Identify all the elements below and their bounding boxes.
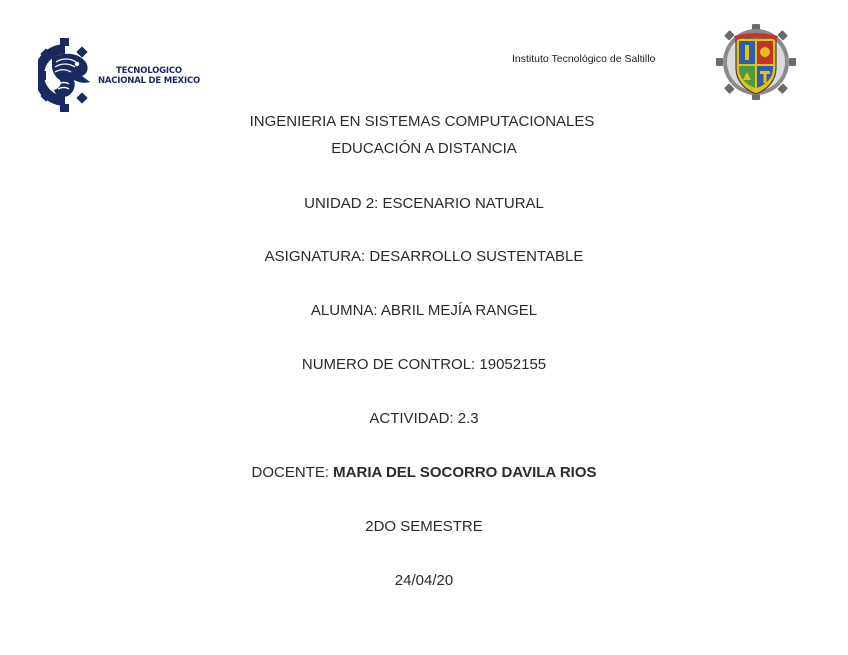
teacher-name: MARIA DEL SOCORRO DAVILA RIOS [333, 464, 597, 481]
tecnm-wordmark [94, 66, 204, 86]
tecnm-wordmark-line1: TECNOLOGICO [116, 66, 182, 76]
modality-title: EDUCACIÓN A DISTANCIA [331, 140, 517, 157]
student-line: ALUMNA: ABRIL MEJÍA RANGEL [310, 302, 538, 319]
institute-name: Instituto Tecnológico de Saltillo [512, 53, 656, 65]
teacher-line [0, 464, 848, 481]
activity-line: ACTIVIDAD: 2.3 [369, 410, 479, 427]
date-line: 24/04/20 [394, 572, 454, 589]
tecnm-logo [38, 38, 201, 114]
career-title: INGENIERIA EN SISTEMAS COMPUTACIONALES [249, 113, 595, 130]
control-number-line: NUMERO DE CONTROL: 19052155 [301, 356, 547, 373]
semester-line: 2DO SEMESTRE [365, 518, 483, 535]
unit-title: UNIDAD 2: ESCENARIO NATURAL [304, 195, 544, 212]
tecnm-wordmark-line2: NACIONAL DE MEXICO [97, 76, 201, 86]
its-crest-icon [716, 24, 796, 100]
teacher-label: DOCENTE: [251, 464, 334, 481]
tecnm-eagle-gear-icon [38, 38, 92, 112]
subject-line: ASIGNATURA: DESARROLLO SUSTENTABLE [264, 248, 584, 265]
